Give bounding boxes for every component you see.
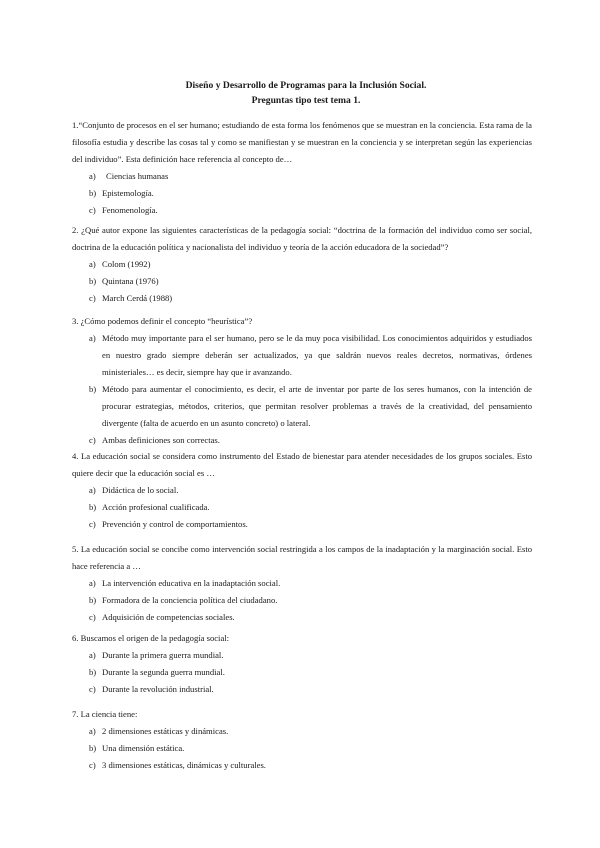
option-text: Durante la segunda guerra mundial.	[102, 667, 225, 677]
question-stem: 3. ¿Cómo podemos definir el concepto “heurística”?	[72, 316, 253, 326]
option-c	[72, 432, 532, 449]
option-letter: c)	[89, 519, 96, 529]
option-letter: a)	[89, 333, 96, 343]
option-c	[72, 757, 532, 774]
title-line-1: Diseño y Desarrollo de Programas para la Inclusión Social.	[185, 80, 427, 91]
option-text: Método muy importante para el ser humano, pero se le da muy poca visibilidad. Los conocimientos adquiridos y estudiados en nuestro grado siempre deberán ser actualizados, ya que saldrán nuevos reales decretos, normativas, órdenes ministeriales… es decir, siempre hay que ir avanzando.	[102, 333, 532, 377]
option-a	[72, 575, 532, 592]
option-letter: a)	[89, 578, 96, 588]
option-letter: c)	[89, 435, 96, 445]
option-text: Método para aumentar el conocimiento, es decir, el arte de inventar por parte de los seres humanos, con la intención de procurar estrategias, métodos, criterios, que permitan resolver problemas a través de la creatividad, del pensamiento divergente (falta de acuerdo en un asunto concreto) o lateral.	[102, 384, 532, 428]
option-b	[72, 740, 532, 757]
option-letter: b)	[89, 595, 97, 605]
option-letter: a)	[89, 485, 96, 495]
option-b	[72, 273, 532, 290]
option-b	[72, 381, 532, 432]
option-text: Didáctica de lo social.	[102, 485, 179, 495]
option-c	[72, 681, 532, 698]
question-1	[72, 117, 532, 219]
question-2	[72, 222, 532, 307]
option-letter: b)	[89, 188, 97, 198]
option-text: Ambas definiciones son correctas.	[102, 435, 220, 445]
question-stem: 7. La ciencia tiene:	[72, 709, 138, 719]
option-letter: c)	[89, 760, 96, 770]
option-text: Durante la primera guerra mundial.	[102, 650, 224, 660]
option-text: 2 dimensiones estáticas y dinámicas.	[102, 726, 229, 736]
option-text: Quintana (1976)	[102, 276, 159, 286]
option-b	[72, 592, 532, 609]
option-letter: a)	[89, 259, 96, 269]
option-c	[72, 290, 532, 307]
option-b	[72, 499, 532, 516]
option-letter: c)	[89, 684, 96, 694]
question-stem: 1.“Conjunto de procesos en el ser humano; estudiando de esta forma los fenómenos que se muestran en la conciencia. Esta rama de la filosofía estudia y describe las cosas tal y como se manifiestan y se muestran en la conciencia y se interpretan según las experiencias del individuo”. Esta definición hace referencia al concepto de…	[72, 120, 532, 164]
option-text: Fenomenología.	[102, 205, 158, 215]
option-text: Adquisición de competencias sociales.	[102, 612, 235, 622]
option-a	[72, 330, 532, 381]
question-stem: 4. La educación social se considera como instrumento del Estado de bienestar para atender necesidades de los grupos sociales. Esto quiere decir que la educación social es …	[72, 451, 532, 478]
option-text: March Cerdá (1988)	[102, 293, 173, 303]
question-4	[72, 448, 532, 533]
option-letter: c)	[89, 612, 96, 622]
question-stem: 6. Buscamos el origen de la pedagogía social:	[72, 633, 230, 643]
question-stem: 5. La educación social se concibe como intervención social restringida a los campos de la inadaptación y la marginación social. Esto hace referencia a …	[72, 544, 532, 571]
option-letter: a)	[89, 650, 96, 660]
option-letter: b)	[89, 743, 97, 753]
option-letter: b)	[89, 502, 97, 512]
title-line-2: Preguntas tipo test tema 1.	[251, 95, 361, 106]
document-title	[0, 78, 600, 108]
option-a	[72, 647, 532, 664]
option-b	[72, 664, 532, 681]
option-letter: c)	[89, 205, 96, 215]
option-letter: b)	[89, 276, 97, 286]
option-a	[72, 256, 532, 273]
option-text: La intervención educativa en la inadaptación social.	[102, 578, 281, 588]
question-5	[72, 541, 532, 626]
option-letter: b)	[89, 667, 97, 677]
question-stem: 2. ¿Qué autor expone las siguientes características de la pedagogía social: “doctrina de la formación del individuo como ser social, doctrina de la educación política y nacionalista del individuo y teoría de la acción educadora de la sociedad”?	[72, 225, 532, 252]
option-a	[72, 723, 532, 740]
option-text: Durante la revolución industrial.	[102, 684, 214, 694]
option-text: Prevención y control de comportamientos.	[102, 519, 248, 529]
option-text: Ciencias humanas	[106, 171, 169, 181]
question-6	[72, 630, 532, 698]
option-text: Epistemología.	[102, 188, 154, 198]
option-text: Una dimensión estática.	[102, 743, 185, 753]
option-text: 3 dimensiones estáticas, dinámicas y culturales.	[102, 760, 266, 770]
question-7	[72, 706, 532, 774]
option-a	[72, 482, 532, 499]
option-letter: a)	[89, 726, 96, 736]
option-c	[72, 609, 532, 626]
option-letter: a)	[89, 171, 96, 181]
option-text: Acción profesional cualificada.	[102, 502, 210, 512]
option-letter: c)	[89, 293, 96, 303]
option-text: Colom (1992)	[102, 259, 151, 269]
option-c	[72, 202, 532, 219]
option-letter: b)	[89, 384, 97, 394]
option-b	[72, 185, 532, 202]
option-c	[72, 516, 532, 533]
option-text: Formadora de la conciencia política del ciudadano.	[102, 595, 278, 605]
option-a	[72, 168, 532, 185]
question-3	[72, 313, 532, 449]
